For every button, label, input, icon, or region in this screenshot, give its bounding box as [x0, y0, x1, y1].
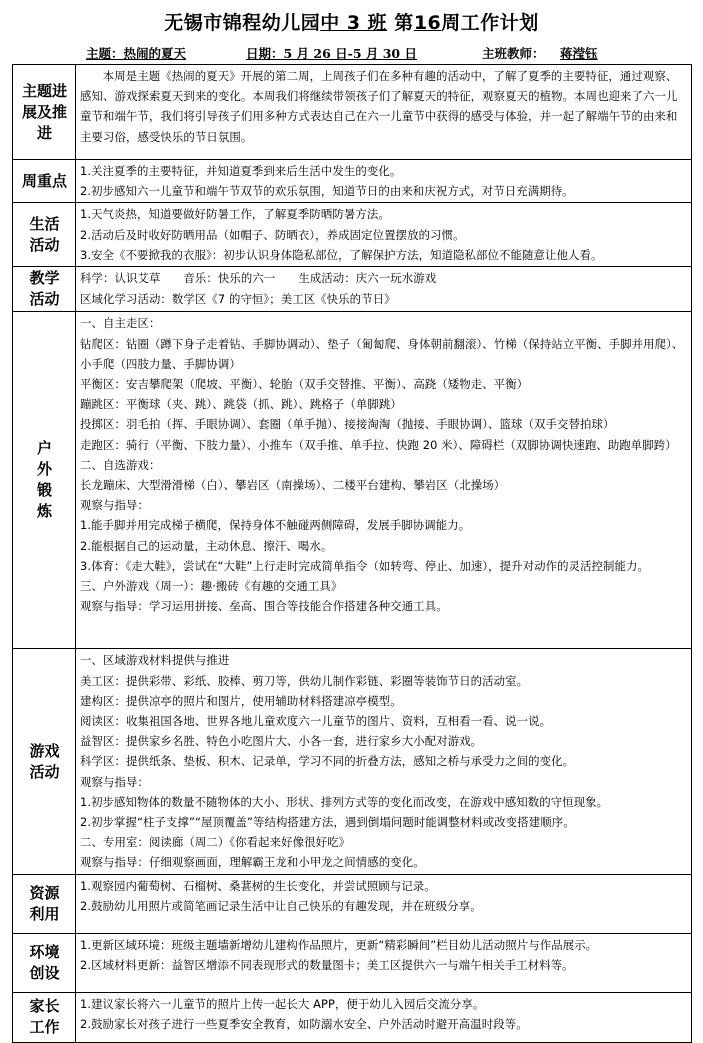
- row-label-line: 利用: [29, 904, 60, 923]
- content-line: 1.更新区域环境：班级主题墙新增幼儿建构作品照片，更新“精彩瞬间”栏目幼儿活动照片与作品展示。: [80, 937, 598, 952]
- content-line: 一、区域游戏材料提供与推进: [80, 653, 230, 668]
- row-label-line: 活动: [29, 290, 60, 309]
- plan-row: [13, 933, 692, 992]
- row-content: [76, 312, 692, 649]
- content-line: 3.安全《不要掀我的衣服》：初步认识身体隐私部位，了解保护方法，知道隐私部位不能随意让他人看。: [80, 247, 603, 262]
- content-line: 2.初步掌握“柱子支撑”“屋顶覆盖”等结构搭建方法，遇到倒塌问题时能调整材料或改变搭建顺序。: [80, 815, 575, 830]
- content-line: 1.天气炎热，知道要做好防暑工作，了解夏季防晒防暑方法。: [80, 207, 390, 222]
- row-content: [76, 267, 692, 312]
- content-line: 平衡区：安吉攀爬架（爬坡、平衡）、轮胎（双手交替推、平衡）、高跷（矮物走、平衡）: [80, 377, 529, 392]
- content-line: 美工区：提供彩带、彩纸、胶棒、剪刀等，供幼儿制作彩链、彩圈等装饰节日的活动室。: [80, 673, 529, 688]
- row-label-line: 环境: [29, 942, 60, 961]
- content-line: 2.鼓励幼儿用照片或简笔画记录生活中让自己快乐的有趣发现，并在班级分享。: [80, 898, 482, 913]
- content-line: 科学：认识艾草 音乐：快乐的六一 生成活动：庆六一玩水游戏: [80, 271, 437, 286]
- plan-row: [13, 874, 692, 933]
- row-label-line: 资源: [29, 883, 60, 902]
- row-content: [76, 65, 692, 160]
- content-line: 建构区：提供凉亭的照片和图片，使用辅助材料搭建凉亭模型。: [80, 693, 402, 708]
- content-line: 1.关注夏季的主要特征，并知道夏季到来后生活中发生的变化。: [80, 164, 402, 178]
- row-label: [13, 203, 76, 267]
- row-label-line: 教学: [29, 269, 60, 288]
- row-label: [13, 992, 76, 1042]
- teacher-name: 蒋滢钰: [560, 46, 598, 61]
- row-label: [13, 267, 76, 312]
- row-label: [13, 312, 76, 649]
- content-line: 三、户外游戏（周一）：趣·搬砖《有趣的交通工具》: [80, 579, 343, 594]
- content-line: 一、自主走区：: [80, 316, 161, 331]
- row-content: [76, 203, 692, 267]
- row-content: [76, 649, 692, 874]
- row-label-line: 家长: [29, 997, 60, 1016]
- content-line: 二、专用室：阅读廊（周二）《你看起来好像很好吃》: [80, 835, 351, 850]
- row-label: [13, 649, 76, 874]
- content-line: 1.能手脚并用完成梯子横爬，保持身体不触碰两侧障碍，发展手脚协调能力。: [80, 518, 471, 533]
- plan-row: [13, 992, 692, 1042]
- row-label-line: 周重点: [21, 171, 67, 190]
- content-line: 2.初步感知六一儿童节和端午节双节的欢乐氛围，知道节日的由来和庆祝方式，对节日充满期待。: [80, 184, 574, 199]
- content-line: 益智区：提供家乡名胜、特色小吃图片大、小各一套，进行家乡大小配对游戏。: [80, 734, 483, 749]
- content-line: 观察与指导：: [80, 498, 149, 513]
- page-title: 无锡市锦程幼儿园中 3 班 第16周工作计划: [164, 12, 539, 34]
- row-label: [13, 65, 76, 160]
- row-label-line: 进: [36, 123, 52, 142]
- date-field: 日期：5 月 26 日-5 月 30 日: [246, 46, 417, 61]
- row-label-line: 生活: [29, 214, 60, 233]
- row-label-line: 创设: [29, 963, 60, 982]
- content-line: 1.观察园内葡萄树、石榴树、桑葚树的生长变化，并尝试照顾与记录。: [80, 878, 436, 893]
- content-line: 观察与指导：学习运用拼接、垒高、围合等技能合作搭建各种交通工具。: [80, 599, 448, 614]
- row-label: [13, 874, 76, 933]
- row-content: [76, 992, 692, 1042]
- row-label-line: 炼: [36, 502, 52, 521]
- content-line: 长龙蹦床、大型滑滑梯（白）、攀岩区（南操场）、二楼平台建构、攀岩区（北操场）: [80, 478, 506, 493]
- row-label-line: 游戏: [29, 741, 60, 760]
- row-label-line: 工作: [29, 1018, 60, 1037]
- teacher-label: 主班教师：: [482, 46, 545, 61]
- plan-row: [13, 649, 692, 874]
- row-label-line: 展及推: [21, 102, 67, 121]
- row-label-line: 活动: [29, 235, 60, 254]
- row-label: [13, 160, 76, 203]
- row-label: [13, 933, 76, 992]
- content-line: 区域化学习活动：数学区《7 的守恒》；美工区《快乐的节日》: [80, 291, 396, 306]
- content-line: 二、自选游戏：: [80, 457, 161, 472]
- content-line: 阅读区：收集祖国各地、世界各地儿童欢度六一儿童节的图片、资料，互相看一看、说一说。: [80, 714, 552, 729]
- row-content: [76, 874, 692, 933]
- content-line: 钻爬区：钻圈（蹲下身子走着钻、手脚协调动）、垫子（匍匐爬、身体朝前翻滚）、竹梯（保持站立平衡、手脚并用爬）、小手爬（四肢力量、手脚协调）: [80, 336, 684, 371]
- row-label-line: 户: [36, 439, 52, 458]
- content-line: 蹦跳区：平衡球（夹、跳）、跳袋（抓、跳）、跳格子（单脚跳）: [80, 397, 402, 412]
- row-label-line: 主题进: [21, 81, 67, 100]
- content-line: 2.能根据自己的运动量，主动休息、擦汗、喝水。: [80, 538, 333, 553]
- row-content: [76, 160, 692, 203]
- content-line: 1.建议家长将六一儿童节的照片上传一起长大 APP，便于幼儿入园后交流分享。: [80, 996, 485, 1011]
- row-content: [76, 933, 692, 992]
- content-line: 2.活动后及时收好防晒用品（如帽子、防晒衣），养成固定位置摆放的习惯。: [80, 227, 465, 242]
- content-line: 2.区域材料更新：益智区增添不同表现形式的数量图卡；美工区提供六一与端午相关手工材料等。: [80, 957, 574, 972]
- content-line: 3.体育：《走大鞋》，尝试在“大鞋”上行走时完成简单指令（如转弯、停止、加速），提升对动作的灵活控制能力。: [80, 558, 650, 573]
- content-line: 观察与指导：: [80, 774, 149, 789]
- content-line: 科学区：提供纸条、垫板、积木、记录单，学习不同的折叠方法，感知之桥与承受力之间的变化。: [80, 754, 575, 769]
- plan-row: [13, 160, 692, 203]
- content-line: 本周是主题《热闹的夏天》开展的第二周，上周孩子们在多种有趣的活动中，了解了夏季的主要特征，通过观察、感知、游戏探索夏天到来的变化。本周我们将继续带领孩子们了解夏天的特征，观察夏天的植物。本周也迎来了六一儿童节和端午节，我们将引导孩子们用多种方式表达自己在六一儿童节中获得的感受与体验，并一起了解端午节的由来和主要习俗，感受快乐的节日氛围。: [80, 69, 678, 144]
- theme-field: 主题：热闹的夏天: [86, 46, 187, 61]
- content-line: 观察与指导：仔细观察画面，理解霸王龙和小甲龙之间情感的变化。: [80, 855, 425, 870]
- plan-row: [13, 203, 692, 267]
- plan-row: [13, 267, 692, 312]
- content-line: 投掷区：羽毛拍（挥、手眼协调）、套圈（单手抛）、接接淘淘（抛接、手眼协调）、篮球（双手交替拍球）: [80, 417, 615, 432]
- row-label-line: 锻: [36, 481, 52, 500]
- weekly-plan-table: [12, 64, 692, 1043]
- content-line: 1.初步感知物体的数量不随物体的大小、形状、排列方式等的变化而改变，在游戏中感知数的守恒现象。: [80, 794, 609, 809]
- row-label-line: 活动: [29, 762, 60, 781]
- plan-row: [13, 65, 692, 160]
- content-line: 2.鼓励家长对孩子进行一些夏季安全教育，如防溺水安全、户外活动时避开高温时段等。: [80, 1016, 528, 1031]
- row-label-line: 外: [36, 460, 52, 479]
- plan-row: [13, 312, 692, 649]
- content-line: 走跑区：骑行（平衡、下肢力量）、小推车（双手推、单手拉、快跑 20 米）、障碍栏（双脚协调快速跑、助跑单脚跨）: [80, 437, 677, 452]
